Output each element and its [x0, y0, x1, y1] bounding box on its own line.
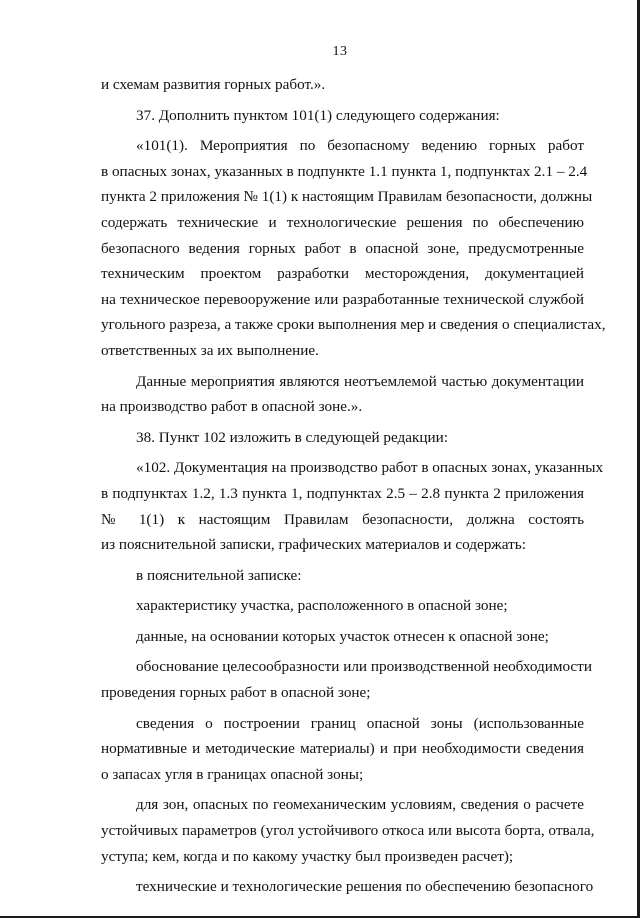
text-line: содержать технические и технологические решения по обеспечению — [101, 213, 584, 231]
text-line: из пояснительной записки, графических материалов и содержать: — [101, 536, 526, 554]
text-line: нормативные и методические материалы) и при необходимости сведения — [101, 740, 584, 758]
text-line: пункта 2 приложения № 1(1) к настоящим Правилам безопасности, должны — [101, 188, 593, 206]
text-line: № 1(1) к настоящим Правилам безопасности, должна состоять — [101, 510, 584, 528]
document-body — [101, 72, 606, 900]
text-line: обоснование целесообразности или производственной необходимости — [136, 658, 592, 676]
text-line: «102. Документация на производство работ в опасных зонах, указанных — [136, 459, 604, 477]
text-line: безопасного ведения горных работ в опасной зоне, предусмотренные — [101, 239, 584, 257]
text-line: уступа; кем, когда и по какому участку был произведен расчет); — [101, 847, 514, 865]
text-line: угольного разреза, а также сроки выполнения мер и сведения о специалистах, — [101, 316, 606, 334]
text-line: Данные мероприятия являются неотъемлемой частью документации — [136, 372, 584, 390]
text-line: проведения горных работ в опасной зоне; — [101, 684, 371, 702]
text-line: на производство работ в опасной зоне.». — [101, 398, 363, 416]
text-line: о запасах угля в границах опасной зоны; — [101, 765, 364, 783]
item-heading-38: 38. Пункт 102 изложить в следующей редакции: — [136, 428, 449, 446]
text-line: для зон, опасных по геомеханическим условиям, сведения о расчете — [136, 796, 584, 814]
text-line: устойчивых параметров (угол устойчивого откоса или высота борта, отвала, — [101, 822, 595, 840]
text-line: на техническое перевооружение или разработанные технической службой — [101, 290, 584, 308]
text-line: и схемам развития горных работ.». — [101, 76, 326, 93]
page-number: 13 — [332, 44, 348, 59]
text-line: данные, на основании которых участок отнесен к опасной зоне; — [136, 627, 549, 645]
text-line: в подпунктах 1.2, 1.3 пункта 1, подпунктах 2.5 – 2.8 пункта 2 приложения — [101, 484, 584, 502]
text-line: в пояснительной записке: — [136, 566, 302, 584]
text-line: ответственных за их выполнение. — [101, 341, 319, 359]
text-line: «101(1). Мероприятия по безопасному ведению горных работ — [136, 137, 584, 155]
text-line: техническим проектом разработки месторождения, документацией — [101, 265, 584, 283]
text-line: технические и технологические решения по обеспечению безопасного — [136, 878, 594, 896]
text-line: в опасных зонах, указанных в подпункте 1.1 пункта 1, подпунктах 2.1 – 2.4 — [101, 162, 588, 180]
item-heading-37: 37. Дополнить пунктом 101(1) следующего содержания: — [136, 106, 500, 124]
text-line: характеристику участка, расположенного в опасной зоне; — [136, 597, 508, 615]
text-line: сведения о построении границ опасной зоны (использованные — [136, 714, 584, 732]
